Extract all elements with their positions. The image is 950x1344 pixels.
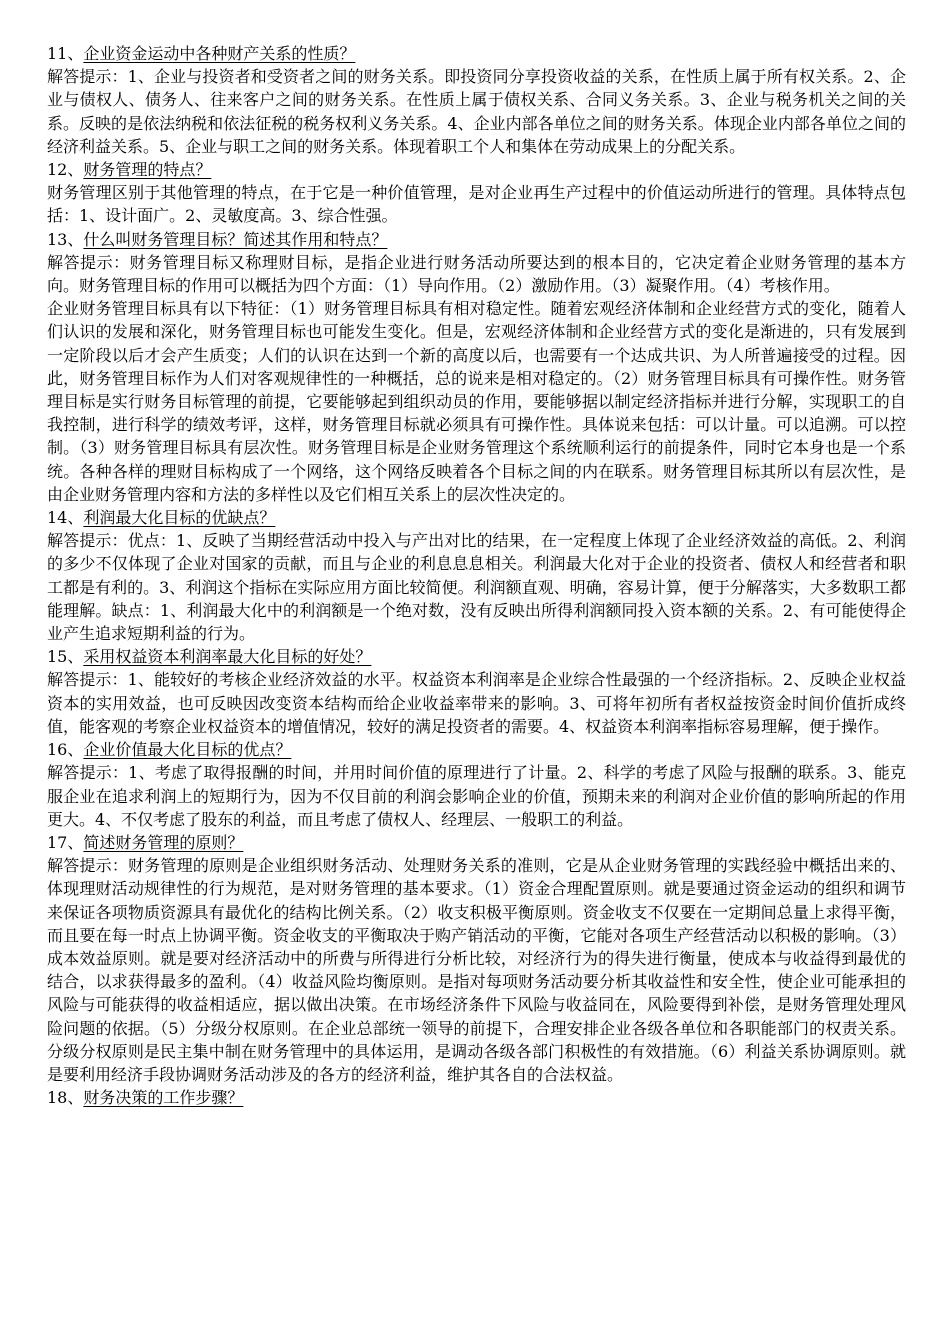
question-heading <box>47 506 906 529</box>
question-title: 什么叫财务管理目标？简述其作用和特点？ <box>83 229 388 249</box>
question-title: 财务决策的工作步骤？ <box>83 1088 244 1108</box>
question-16 <box>47 738 906 831</box>
question-18 <box>47 1086 906 1109</box>
question-heading <box>47 645 906 668</box>
question-12 <box>47 158 906 228</box>
question-heading <box>47 42 906 65</box>
question-title: 财务管理的特点？ <box>83 160 212 180</box>
answer-paragraph: 解答提示：财务管理的原则是企业组织财务活动、处理财务关系的准则，它是从企业财务管理的实践经验中概括出来的、体现理财活动规律性的行为规范，是对财务管理的基本要求。（1）资金合理配置原则。就是要通过资金运动的组织和调节来保证各项物质资源具有最优化的结构比例关系。（2）收支积极平衡原则。资金收支不仅要在一定期间总量上求得平衡，而且要在每一时点上协调平衡。资金收支的平衡取决于购产销活动的平衡，它能对各项生产经营活动以积极的影响。（3）成本效益原则。就是要对经济活动中的所费与所得进行分析比较，对经济行为的得失进行衡量，使成本与收益得到最优的结合，以求获得最多的盈利。（4）收益风险均衡原则。是指对每项财务活动要分析其收益性和安全性，使企业可能承担的风险与可能获得的收益相适应，据以做出决策。在市场经济条件下风险与收益同在，风险要得到补偿，是财务管理处理风险问题的依据。（5）分级分权原则。在企业总部统一领导的前提下，合理安排企业各级各单位和各职能部门的权责关系。分级分权原则是民主集中制在财务管理中的具体运用，是调动各级各部门积极性的有效措施。（6）利益关系协调原则。就是要利用经济手段协调财务活动涉及的各方的经济利益，维护其各自的合法权益。 <box>47 856 906 1084</box>
answer-paragraph: 企业财务管理目标具有以下特征：（1）财务管理目标具有相对稳定性。随着宏观经济体制和企业经营方式的变化，随着人们认识的发展和深化，财务管理目标也可能发生变化。但是，宏观经济体制和企业经营方式的变化是渐进的，只有发展到一定阶段以后才会产生质变；人们的认识在达到一个新的高度以后，也需要有一个达成共识、为人所普遍接受的过程。因此，财务管理目标作为人们对客观规律性的一种概括，总的说来是相对稳定的。（2）财务管理目标具有可操作性。财务管理目标是实行财务目标管理的前提，它要能够起到组织动员的作用，要能够据以制定经济指标并进行分解，实现职工的自我控制，进行科学的绩效考评，这样，财务管理目标就必须具有可操作性。具体说来包括：可以计量。可以追溯。可以控制。（3）财务管理目标具有层次性。财务管理目标是企业财务管理这个系统顺利运行的前提条件，同时它本身也是一个系统。各种各样的理财目标构成了一个网络，这个网络反映着各个目标之间的内在联系。财务管理目标其所以有层次性，是由企业财务管理内容和方法的多样性以及它们相互关系上的层次性决定的。 <box>47 299 906 504</box>
question-number: 14、 <box>47 508 84 528</box>
question-number: 13、 <box>47 229 84 249</box>
question-heading <box>47 1086 906 1109</box>
question-title: 利润最大化目标的优缺点？ <box>83 508 276 528</box>
question-11 <box>47 42 906 158</box>
question-heading <box>47 831 906 854</box>
question-number: 16、 <box>47 740 84 760</box>
question-title: 企业资金运动中各种财产关系的性质？ <box>83 44 356 63</box>
question-number: 18、 <box>47 1088 84 1108</box>
question-17 <box>47 831 906 1086</box>
answer-paragraph: 解答提示：1、考虑了取得报酬的时间，并用时间价值的原理进行了计量。2、科学的考虑了风险与报酬的联系。3、能克服企业在追求利润上的短期行为，因为不仅目前的利润会影响企业的价值，预期未来的利润对企业价值的影响所起的作用更大。4、不仅考虑了股东的利益，而且考虑了债权人、经理层、一般职工的利益。 <box>47 763 906 829</box>
question-number: 11、 <box>47 44 84 63</box>
question-14 <box>47 506 906 645</box>
question-number: 15、 <box>47 647 84 667</box>
question-title: 企业价值最大化目标的优点？ <box>83 740 292 760</box>
answer-paragraph: 解答提示：优点：1、反映了当期经营活动中投入与产出对比的结果，在一定程度上体现了企业经济效益的高低。2、利润的多少不仅体现了企业对国家的贡献，而且与企业的利息息息相关。利润最大化对于企业的投资者、债权人和经营者和职工都是有利的。3、利润这个指标在实际应用方面比较简便。利润额直观、明确，容易计算，便于分解落实，大多数职工都能理解。缺点：1、利润最大化中的利润额是一个绝对数，没有反映出所得利润额同投入资本额的关系。2、有可能使得企业产生追求短期利益的行为。 <box>47 531 906 644</box>
question-title: 简述财务管理的原则？ <box>83 832 244 852</box>
question-title: 采用权益资本利润率最大化目标的好处？ <box>83 647 372 667</box>
question-number: 17、 <box>47 832 84 852</box>
answer-paragraph: 解答提示：1、能较好的考核企业经济效益的水平。权益资本利润率是企业综合性最强的一个经济指标。2、反映企业权益资本的实用效益，也可反映因改变资本结构而给企业收益率带来的影响。3、可将年初所有者权益按资金时间价值折成终值，能客观的考察企业权益资本的增值情况，较好的满足投资者的需要。4、权益资本利润率指标容易理解，便于操作。 <box>47 670 906 736</box>
answer-paragraph: 解答提示：1、企业与投资者和受资者之间的财务关系。即投资同分享投资收益的关系，在性质上属于所有权关系。2、企业与债权人、债务人、往来客户之间的财务关系。在性质上属于债权关系、合同义务关系。3、企业与税务机关之间的关系。反映的是依法纳税和依法征税的税务权利义务关系。4、企业内部各单位之间的财务关系。体现企业内部各单位之间的经济利益关系。5、企业与职工之间的财务关系。体现着职工个人和集体在劳动成果上的分配关系。 <box>47 67 906 156</box>
question-heading <box>47 158 906 181</box>
question-15 <box>47 645 906 738</box>
answer-paragraph: 财务管理区别于其他管理的特点，在于它是一种价值管理，是对企业再生产过程中的价值运动所进行的管理。具体特点包括：1、设计面广。2、灵敏度高。3、综合性强。 <box>47 183 906 226</box>
answer-paragraph: 解答提示：财务管理目标又称理财目标，是指企业进行财务活动所要达到的根本目的，它决定着企业财务管理的基本方向。财务管理目标的作用可以概括为四个方面：（1）导向作用。（2）激励作用。（3）凝聚作用。（4）考核作用。 <box>47 252 906 296</box>
question-13 <box>47 228 906 506</box>
question-heading <box>47 228 906 251</box>
question-number: 12、 <box>47 160 84 180</box>
question-heading <box>47 738 906 761</box>
